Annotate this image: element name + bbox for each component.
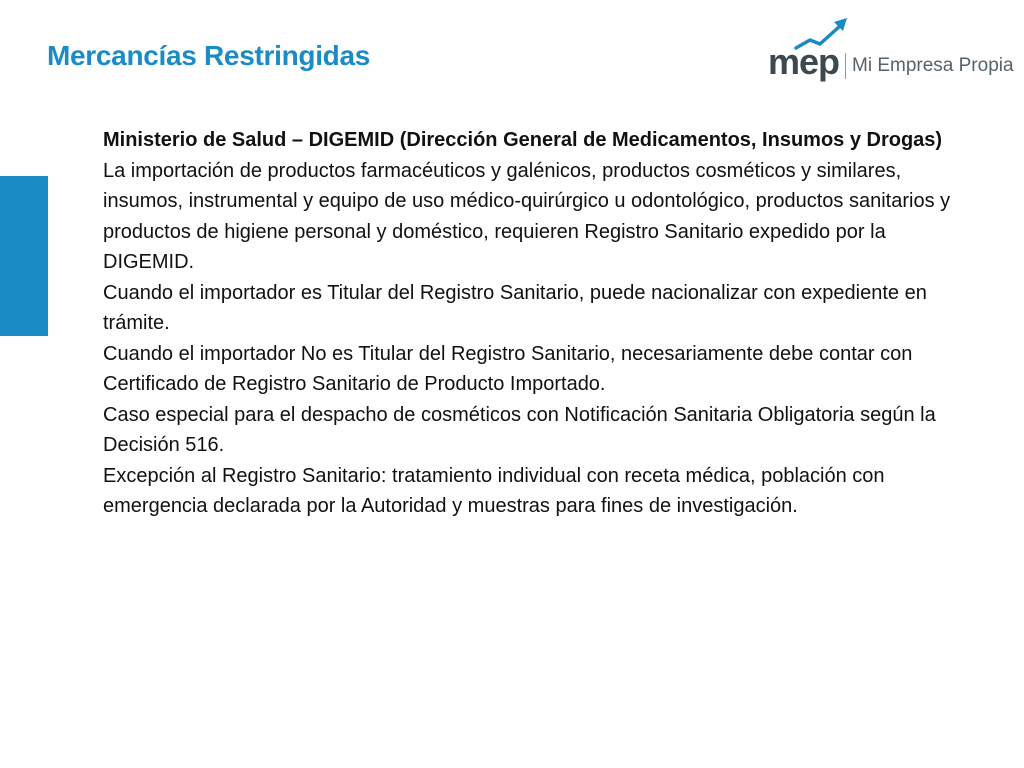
body-paragraph: Excepción al Registro Sanitario: tratamiento individual con receta médica, población con emergencia declarada por la Autoridad y muestras para fines de investigación.: [103, 464, 885, 517]
body-paragraph: Cuando el importador es Titular del Registro Sanitario, puede nacionalizar con expediente en trámite.: [103, 281, 927, 334]
brand-logo: [768, 16, 1013, 86]
logo-mark: [768, 16, 848, 86]
body-heading: Ministerio de Salud – DIGEMID (Dirección General de Medicamentos, Insumos y Drogas): [103, 129, 943, 151]
slide-body: [103, 125, 963, 522]
body-paragraph: Caso especial para el despacho de cosméticos con Notificación Sanitaria Obligatoria según la Decisión 516.: [103, 403, 936, 456]
rising-arrow-icon: [768, 16, 848, 56]
logo-separator: [845, 53, 846, 79]
accent-bar: [0, 176, 48, 336]
body-paragraph: Cuando el importador No es Titular del Registro Sanitario, necesariamente debe contar con Certificado de Registro Sanitario de Producto Importado.: [103, 342, 913, 395]
logo-letters: mep: [768, 41, 840, 82]
slide-title: Mercancías Restringidas: [47, 40, 371, 71]
logo-tagline: Mi Empresa Propia: [852, 55, 1014, 76]
body-paragraph: La importación de productos farmacéuticos y galénicos, productos cosméticos y similares, insumos, instrumental y equipo de uso médico-quirúrgico u odontológico, productos sanitarios y productos de higiene personal y doméstico, requieren Registro Sanitario expedido por la DIGEMID.: [103, 159, 951, 273]
